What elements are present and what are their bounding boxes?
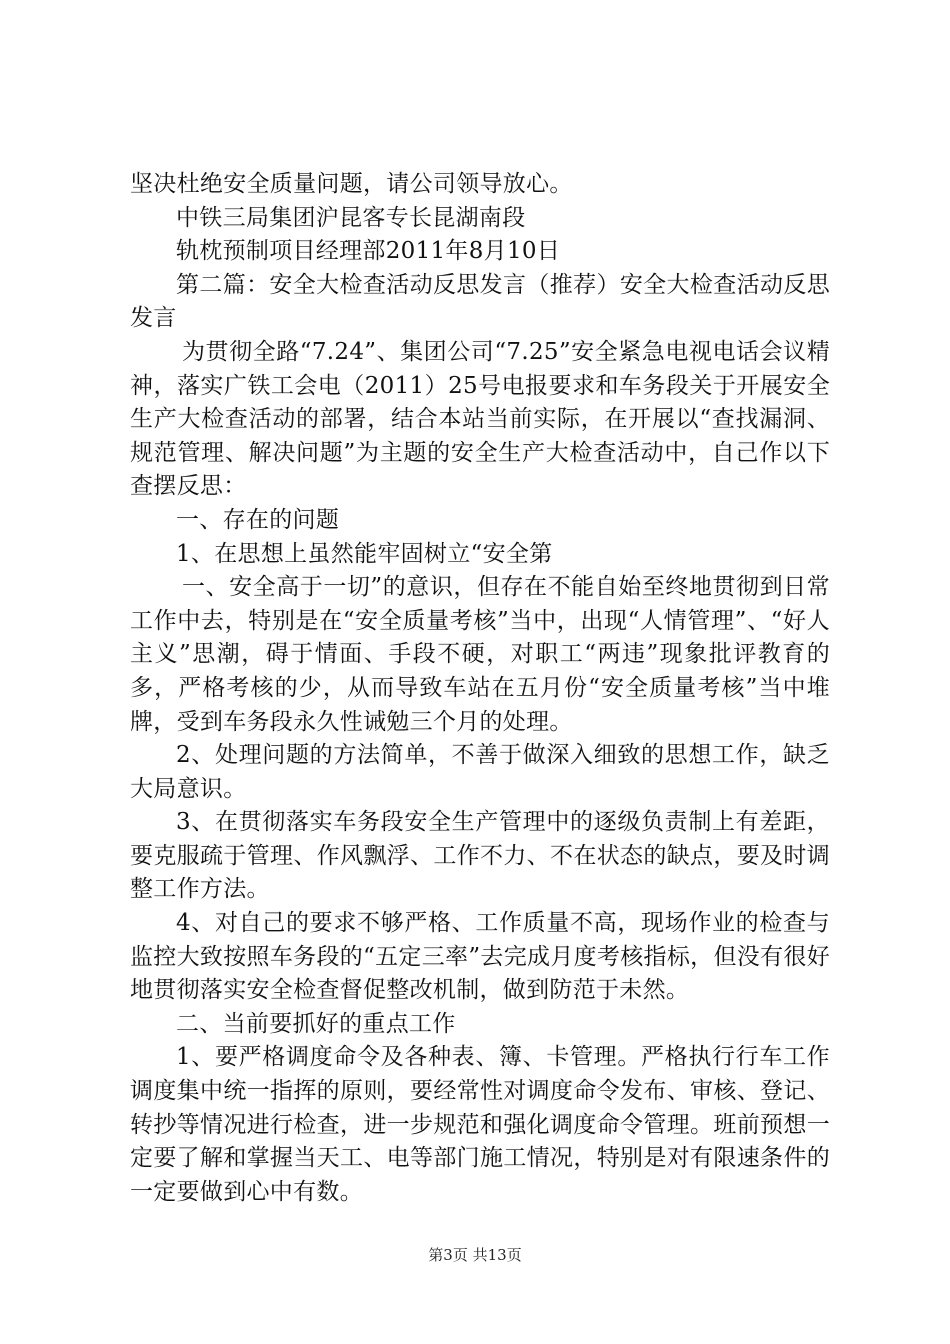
paragraph-section-title: 第二篇：安全大检查活动反思发言（推荐）安全大检查活动反思发言 [130,271,830,332]
page-footer: 第3页 共13页 [428,1246,522,1264]
paragraph-item-1-continued: 一、安全高于一切”的意识，但存在不能自始至终地贯彻到日常工作中去，特别是在“安全质量考核”当中，出现“人情管理”、“好人主义”思潮，碍于情面、手段不硬，对职工“两违”现象批评教育的多，严格考核的少，从而导致车站在五月份“安全质量考核”当中堆牌，受到车务段永久性诫勉三个月的处理。 [130,574,830,735]
paragraph-continuation: 坚决杜绝安全质量问题，请公司领导放心。 [130,171,573,197]
paragraph-item-3: 3、在贯彻落实车务段安全生产管理中的逐级负责制上有差距，要克服疏于管理、作风飘浮、工作不力、不在状态的缺点，要及时调整工作方法。 [130,809,830,903]
paragraph-heading-problems: 一、存在的问题 [176,506,340,533]
document-body [130,168,830,1209]
paragraph-org-name: 中铁三局集团沪昆客专长昆湖南段 [176,204,526,231]
paragraph-intro: 为贯彻全路“7.24”、集团公司“7.25”安全紧急电视电话会议精神，落实广铁工会电（2011）25号电报要求和车务段关于开展安全生产大检查活动的部署，结合本站当前实际，在开展以“查找漏洞、规范管理、解决问题”为主题的安全生产大检查活动中，自己作以下查摆反思： [130,338,830,500]
paragraph-key-work-1: 1、要严格调度命令及各种表、簿、卡管理。严格执行行车工作调度集中统一指挥的原则，要经常性对调度命令发布、审核、登记、转抄等情况进行检查，进一步规范和强化调度命令管理。班前预想一定要了解和掌握当天工、电等部门施工情况，特别是对有限速条件的一定要做到心中有数。 [130,1044,830,1205]
paragraph-item-4: 4、对自己的要求不够严格、工作质量不高，现场作业的检查与监控大致按照车务段的“五定三率”去完成月度考核指标，但没有很好地贯彻落实安全检查督促整改机制，做到防范于未然。 [130,910,830,1004]
paragraph-heading-key-work: 二、当前要抓好的重点工作 [176,1010,456,1037]
paragraph-item-2: 2、处理问题的方法简单，不善于做深入细致的思想工作，缺乏大局意识。 [130,742,830,802]
paragraph-item-1: 1、在思想上虽然能牢固树立“安全第 [176,540,553,567]
paragraph-signature-date: 轨枕预制项目经理部2011年8月10日 [176,238,561,265]
